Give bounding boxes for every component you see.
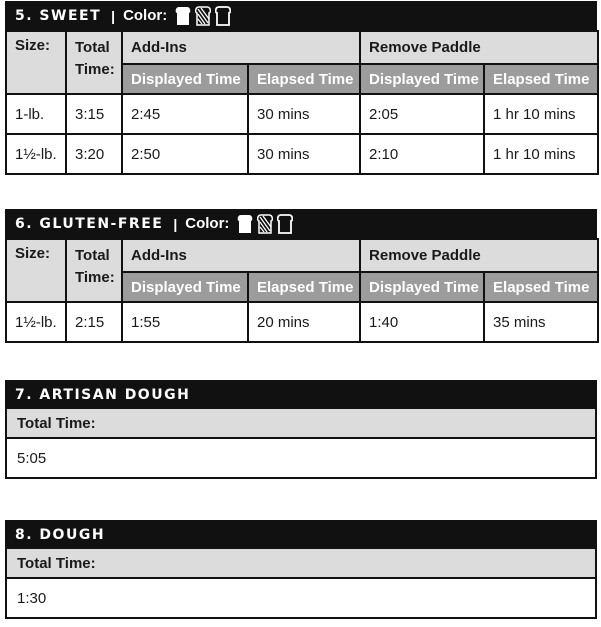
total-time-value: 1:30 [7,579,595,617]
remove-paddle-header: Remove Paddle [360,239,598,272]
remove-paddle-displayed-cell: 2:10 [360,134,484,174]
add-ins-header: Add-Ins [122,31,360,64]
remove-paddle-elapsed-header: Elapsed Time [484,64,598,94]
remove-paddle-header: Remove Paddle [360,31,598,64]
gluten-free-title: 6. GLUTEN-FREE [15,215,164,232]
remove-paddle-elapsed-cell: 35 mins [484,302,598,342]
add-ins-elapsed-header: Elapsed Time [248,64,360,94]
artisan-dough-box [5,409,597,479]
artisan-dough-section [5,380,597,479]
dark-crust-icon [215,6,231,26]
add-ins-elapsed-cell: 20 mins [248,302,360,342]
table-row [6,302,598,342]
size-header: Size: [6,31,66,94]
add-ins-displayed-cell: 2:50 [122,134,248,174]
add-ins-elapsed-cell: 30 mins [248,94,360,134]
title-separator: | [111,7,116,24]
medium-crust-icon [257,214,273,234]
dark-crust-icon [277,214,293,234]
total-time-header: Total Time: [66,31,122,94]
size-header: Size: [6,239,66,302]
size-cell: 1½-lb. [6,134,66,174]
size-cell: 1½-lb. [6,302,66,342]
total-time-label: Total Time: [7,409,595,439]
light-crust-icon [175,6,191,26]
sweet-header [5,1,597,30]
artisan-dough-header [5,380,597,409]
add-ins-displayed-cell: 2:45 [122,94,248,134]
remove-paddle-elapsed-cell: 1 hr 10 mins [484,94,598,134]
total-time-value: 5:05 [7,439,595,477]
gluten-free-header [5,209,597,238]
total-cell: 3:20 [66,134,122,174]
total-time-header: Total Time: [66,239,122,302]
gluten-free-table [5,238,599,343]
size-cell: 1-lb. [6,94,66,134]
remove-paddle-displayed-header: Displayed Time [360,64,484,94]
light-crust-icon [237,214,253,234]
sweet-section [5,1,597,175]
table-row [6,94,598,134]
remove-paddle-displayed-cell: 2:05 [360,94,484,134]
dough-header [5,520,597,549]
total-cell: 3:15 [66,94,122,134]
add-ins-header: Add-Ins [122,239,360,272]
sweet-title: 5. SWEET [15,7,102,24]
add-ins-displayed-header: Displayed Time [122,64,248,94]
dough-title: 8. DOUGH [15,526,106,543]
remove-paddle-elapsed-header: Elapsed Time [484,272,598,302]
sweet-table [5,30,599,175]
add-ins-displayed-cell: 1:55 [122,302,248,342]
color-label: Color: [123,7,168,24]
remove-paddle-displayed-header: Displayed Time [360,272,484,302]
medium-crust-icon [195,6,211,26]
crust-color-icons [175,6,231,26]
total-cell: 2:15 [66,302,122,342]
gluten-free-section [5,209,597,343]
dough-section [5,520,597,619]
crust-color-icons [237,214,293,234]
remove-paddle-elapsed-cell: 1 hr 10 mins [484,134,598,174]
table-row [6,134,598,174]
dough-box [5,549,597,619]
color-label: Color: [185,215,230,232]
add-ins-elapsed-header: Elapsed Time [248,272,360,302]
remove-paddle-displayed-cell: 1:40 [360,302,484,342]
total-time-label: Total Time: [7,549,595,579]
add-ins-elapsed-cell: 30 mins [248,134,360,174]
artisan-dough-title: 7. ARTISAN DOUGH [15,386,191,403]
add-ins-displayed-header: Displayed Time [122,272,248,302]
title-separator: | [173,215,178,232]
